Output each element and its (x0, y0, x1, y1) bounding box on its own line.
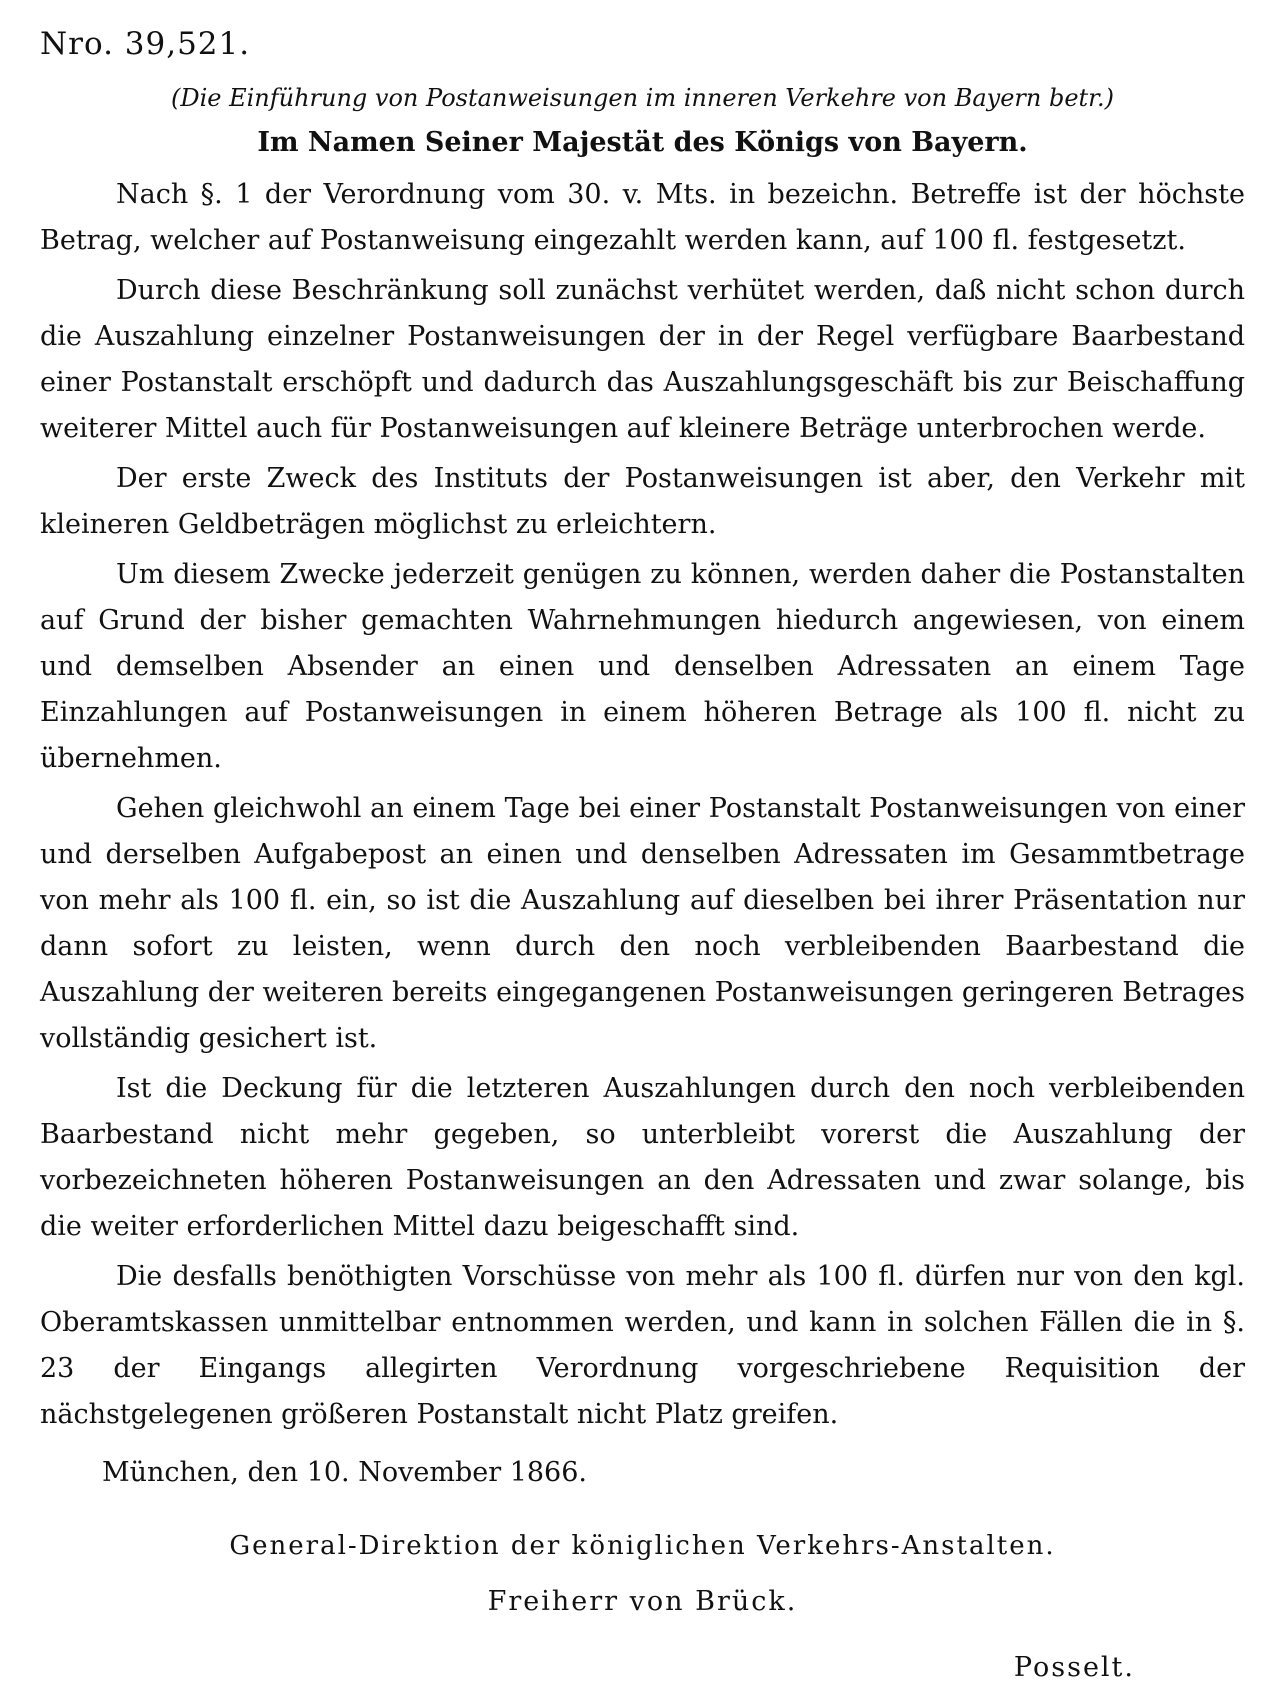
document-header: Im Namen Seiner Majestät des Königs von Bayern. (257, 127, 1028, 158)
issuing-authority: General-Direktion der königlichen Verkehrs-Anstalten. (229, 1531, 1056, 1561)
paragraph-5: Gehen gleichwohl an einem Tage bei einer Postanstalt Postanweisungen von einer und derselben Aufgabepost an einen und denselben Adressaten im Gesammtbetrage von mehr als 100 fl. ein, so ist die Auszahlung auf dieselben bei ihrer Präsentation nur dann sofort zu leisten, wenn durch den noch verbleibenden Baarbestand die Auszahlung der weiteren bereits eingegangenen Postanweisungen geringeren Betrages vollständig gesichert ist. (40, 793, 1245, 1054)
document-subject: (Die Einführung von Postanweisungen im inneren Verkehre von Bayern betr.) (170, 84, 1115, 112)
paragraph-3: Der erste Zweck des Instituts der Postanweisungen ist aber, den Verkehr mit kleineren Geldbeträgen möglichst zu erleichtern. (40, 463, 1245, 540)
countersignatory: Posselt. (1013, 1652, 1135, 1683)
paragraph-7: Die desfalls benöthigten Vorschüsse von mehr als 100 fl. dürfen nur von den kgl. Oberamtskassen unmittelbar entnommen werden, und kann in solchen Fällen die in §. 23 der Eingangs allegirten Verordnung vorgeschriebene Requisition der nächstgelegenen größeren Postanstalt nicht Platz greifen. (40, 1261, 1245, 1430)
paragraph-4: Um diesem Zwecke jederzeit genügen zu können, werden daher die Postanstalten auf Grund der bisher gemachten Wahrnehmungen hiedurch angewiesen, von einem und demselben Absender an einen und denselben Adressaten an einem Tage Einzahlungen auf Postanweisungen in einem höheren Betrage als 100 fl. nicht zu übernehmen. (40, 559, 1245, 774)
signatory: Freiherr von Brück. (487, 1586, 798, 1617)
paragraph-6: Ist die Deckung für die letzteren Auszahlungen durch den noch verbleibenden Baarbestand nicht mehr gegeben, so unterbleibt vorerst die Auszahlung der vorbezeichneten höheren Postanweisungen an den Adressaten und zwar solange, bis die weiter erforderlichen Mittel dazu beigeschafft sind. (40, 1073, 1245, 1242)
paragraph-2: Durch diese Beschränkung soll zunächst verhütet werden, daß nicht schon durch die Auszahlung einzelner Postanweisungen der in der Regel verfügbare Baarbestand einer Postanstalt erschöpft und dadurch das Auszahlungsgeschäft bis zur Beischaffung weiterer Mittel auch für Postanweisungen auf kleinere Beträge unterbrochen werde. (40, 275, 1245, 444)
document-date: München, den 10. November 1866. (102, 1457, 587, 1488)
document-number: Nro. 39,521. (40, 26, 251, 62)
paragraph-1: Nach §. 1 der Verordnung vom 30. v. Mts. in bezeichn. Betreffe ist der höchste Betrag, welcher auf Postanweisung eingezahlt werden kann, auf 100 fl. festgesetzt. (40, 179, 1245, 256)
